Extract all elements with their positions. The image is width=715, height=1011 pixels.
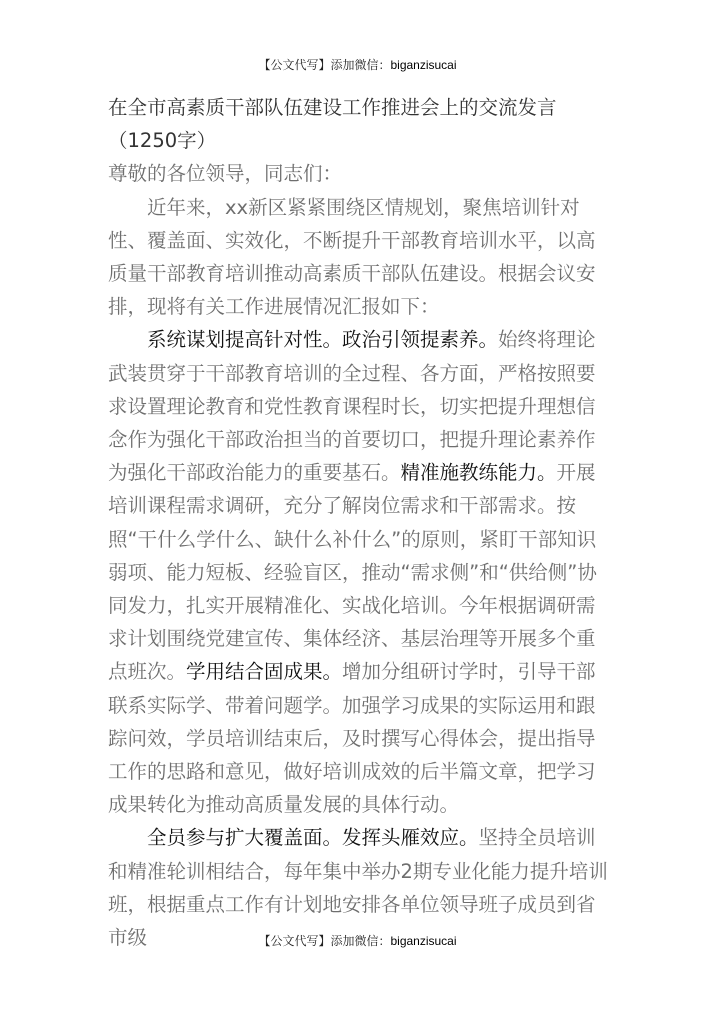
subsection-heading: 政治引领提素养。 <box>342 328 499 352</box>
paragraph-section-1 <box>108 323 608 821</box>
footer-contact: biganzisucai <box>390 934 457 948</box>
subsection-heading: 学用结合固成果。 <box>186 660 343 684</box>
page-footer <box>0 932 715 949</box>
salutation: 尊敬的各位领导，同志们： <box>108 162 343 186</box>
header-prefix: 【公文代写】添加微信： <box>258 58 391 72</box>
paragraph-intro: 近年来，xx新区紧紧围绕区情规划，聚焦培训针对性、覆盖面、实效化，不断提升干部教育培训水平，以高质量干部教育培训推动高素质干部队伍建设。根据会议安排，现将有关工作进展情况汇报如下： <box>108 195 596 319</box>
section-text: 开展培训课程需求调研，充分了解岗位需求和干部需求。按照“干什么学什么、缺什么补什么”的原则，紧盯干部知识弱项、能力短板、经验盲区，推动“需求侧”和“供给侧”协同发力，扎实开展精准化、实战化培训。今年根据调研需求计划围绕党建宣传、集体经济、基层治理等开展多个重点班次。 <box>108 461 597 684</box>
document-title: 在全市高素质干部队伍建设工作推进会上的交流发言（1250字） <box>108 96 557 153</box>
section-heading: 系统谋划提高针对性。 <box>147 328 343 352</box>
section-text: 始终将理论武装贯穿于干部教育培训的全过程、各方面，严格按照要求设置理论教育和党性教育课程时长，切实把提升理想信念作为强化干部政治担当的首要切口，把提升理论素养作为强化干部政治能力的重要基石。 <box>108 328 596 485</box>
section-text: 坚持全员培训和精准轮训相结合，每年集中举办2期专业化能力提升培训班，根据重点工作有计划地安排各单位领导班子成员到省市级 <box>108 826 608 950</box>
header-contact: biganzisucai <box>390 58 457 72</box>
section-heading: 全员参与扩大覆盖面。 <box>147 826 343 850</box>
page-header <box>0 56 715 73</box>
section-text: 增加分组研讨学时，引导干部联系实际学、带着问题学。加强学习成果的实际运用和跟踪问效，学员培训结束后，及时撰写心得体会，提出指导工作的思路和意见，做好培训成效的后半篇文章，把学习成果转化为推动高质量发展的具体行动。 <box>108 660 596 817</box>
subsection-heading: 发挥头雁效应。 <box>342 826 479 850</box>
document-body <box>108 91 608 954</box>
subsection-heading: 精准施教练能力。 <box>400 461 557 485</box>
footer-prefix: 【公文代写】添加微信： <box>258 934 391 948</box>
